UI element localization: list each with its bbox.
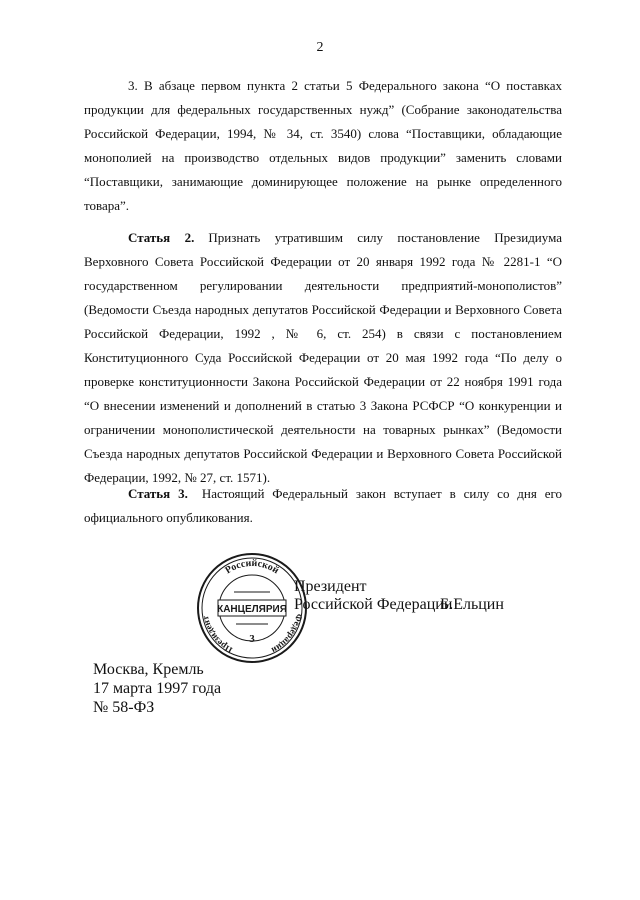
seal-stamp-icon: [196, 552, 308, 664]
signature-name: Б.Ельцин: [440, 596, 504, 613]
footer-date: 17 марта 1997 года: [93, 680, 222, 697]
article-3-text: Настоящий Федеральный закон вступает в силу со дня его официального опубликования.: [84, 486, 562, 525]
article-2-text: Признать утратившим силу постановление Президиума Верховного Совета Российской Федерации от 20 января 1992 года № 2281-1 “О государственном регулировании деятельности предприятий-монополистов” (Ведомости Съезда народных депутатов Российской Федерации и Верховного Совета Российской Федерации, 1992 , № 6, ст. 254) в связи с постановлением Конституционного Суда Российской Федерации от 20 мая 1992 года “По делу о проверке конституционности Закона Российской Федерации от 22 ноября 1991 года “О внесении изменений и дополнений в статью 3 Закона РСФСР “О конкуренции и ограничении монополистической деятельности на товарных рынках” (Ведомости Съезда народных депутатов Российской Федерации и Верховного Совета Российской Федерации, 1992, № 27, ст. 1571).: [84, 230, 563, 485]
article-2-label: Статья 2.: [128, 230, 195, 245]
svg-text:Федерации: Федерации: [269, 613, 305, 656]
svg-text:Президент: Президент: [199, 614, 235, 656]
paragraph-item-3: [84, 74, 562, 218]
footer-law-number: № 58-ФЗ: [93, 699, 155, 716]
article-3-label: Статья 3.: [128, 486, 188, 501]
article-3-paragraph: [84, 482, 562, 530]
signature-title: Президент: [294, 578, 367, 595]
page-number: 2: [316, 40, 324, 55]
svg-text:КАНЦЕЛЯРИЯ: КАНЦЕЛЯРИЯ: [217, 604, 287, 615]
signature-org: Российской Федерации: [294, 596, 453, 613]
svg-text:3: 3: [249, 633, 255, 645]
footer-place: Москва, Кремль: [93, 661, 204, 678]
paragraph-text: 3. В абзаце первом пункта 2 статьи 5 Федерального закона “О поставках продукции для федеральных государственных нужд” (Собрание законодательства Российской Федерации, 1994, № 34, ст. 3540) слова “Поставщики, обладающие монополией на производство отдельных видов продукции” заменить словами “Поставщики, занимающие доминирующее положение на рынке определенного товара”.: [84, 78, 562, 213]
article-2-paragraph: [84, 226, 562, 490]
svg-text:Российской: Российской: [223, 557, 281, 577]
